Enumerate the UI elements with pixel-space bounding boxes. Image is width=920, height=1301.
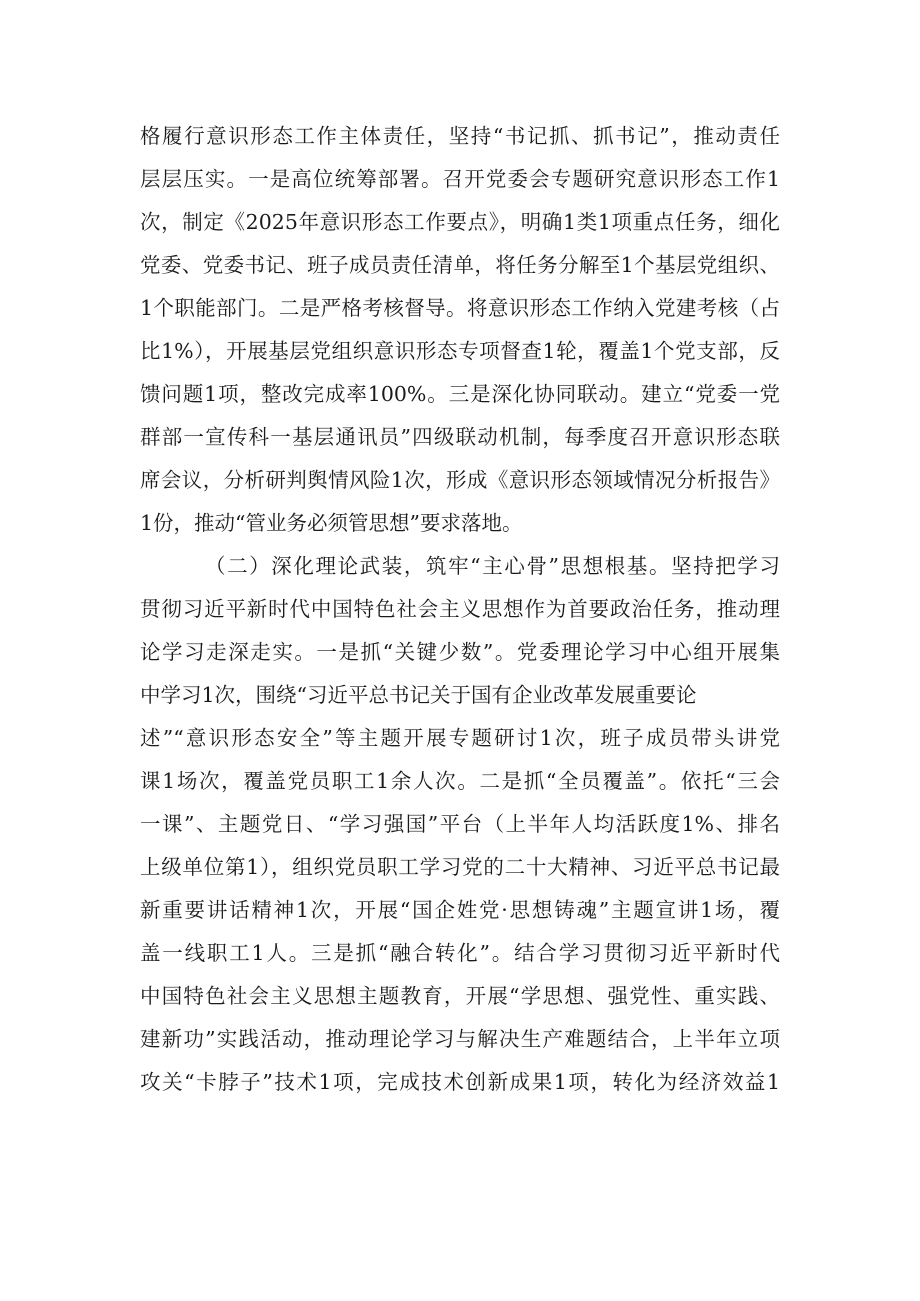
paragraph-line: 比1%），开展基层党组织意识形态专项督查1轮，覆盖1个党支部，反 — [140, 339, 780, 363]
paragraph-line: 论学习走深走实。一是抓“关键少数”。党委理论学习中心组开展集 — [140, 640, 780, 664]
paragraph-line: 课1场次，覆盖党员职工1余人次。二是抓“全员覆盖”。依托“三会 — [140, 769, 780, 793]
paragraph-line: 建新功”实践活动，推动理论学习与解决生产难题结合，上半年立项 — [140, 1027, 780, 1051]
paragraph-line: 格履行意识形态工作主体责任，坚持“书记抓、抓书记”，推动责任 — [140, 124, 780, 148]
paragraph-line: 上级单位第1），组织党员职工学习党的二十大精神、习近平总书记最 — [140, 855, 780, 879]
paragraph-line: 次，制定《2025年意识形态工作要点》，明确1类1项重点任务，细化 — [140, 210, 780, 234]
paragraph-line: 1份，推动“管业务必须管思想”要求落地。 — [140, 511, 523, 535]
paragraph-line: 馈问题1项，整改完成率100%。三是深化协同联动。建立“党委一党 — [140, 382, 780, 406]
paragraph-line: 党委、党委书记、班子成员责任清单，将任务分解至1个基层党组织、 — [140, 253, 780, 277]
paragraph-line: 中国特色社会主义思想主题教育，开展“学思想、强党性、重实践、 — [140, 984, 780, 1008]
paragraph-line: 述”“意识形态安全”等主题开展专题研讨1次，班子成员带头讲党 — [140, 726, 780, 750]
paragraph-line: 一课”、主题党日、“学习强国”平台（上半年人均活跃度1%、排名 — [140, 812, 780, 836]
paragraph-line: 1个职能部门。二是严格考核督导。将意识形态工作纳入党建考核（占 — [140, 296, 780, 320]
paragraph-line: 群部一宣传科一基层通讯员”四级联动机制，每季度召开意识形态联 — [140, 425, 780, 449]
paragraph-line: 中学习1次，围绕“习近平总书记关于国有企业改革发展重要论 — [140, 683, 697, 707]
paragraph-line: 层层压实。一是高位统筹部署。召开党委会专题研究意识形态工作1 — [140, 167, 780, 191]
paragraph-line: 新重要讲话精神1次，开展“国企姓党·思想铸魂”主题宣讲1场，覆 — [140, 898, 780, 922]
paragraph-line: 席会议，分析研判舆情风险1次，形成《意识形态领域情况分析报告》 — [140, 468, 780, 492]
paragraph-line: 攻关“卡脖子”技术1项，完成技术创新成果1项，转化为经济效益1 — [140, 1070, 780, 1094]
paragraph-line: 贯彻习近平新时代中国特色社会主义思想作为首要政治任务，推动理 — [140, 597, 780, 621]
section-heading-line: （二）深化理论武装，筑牢“主心骨”思想根基。坚持把学习 — [205, 554, 780, 578]
paragraph-line: 盖一线职工1人。三是抓“融合转化”。结合学习贯彻习近平新时代 — [140, 941, 780, 965]
